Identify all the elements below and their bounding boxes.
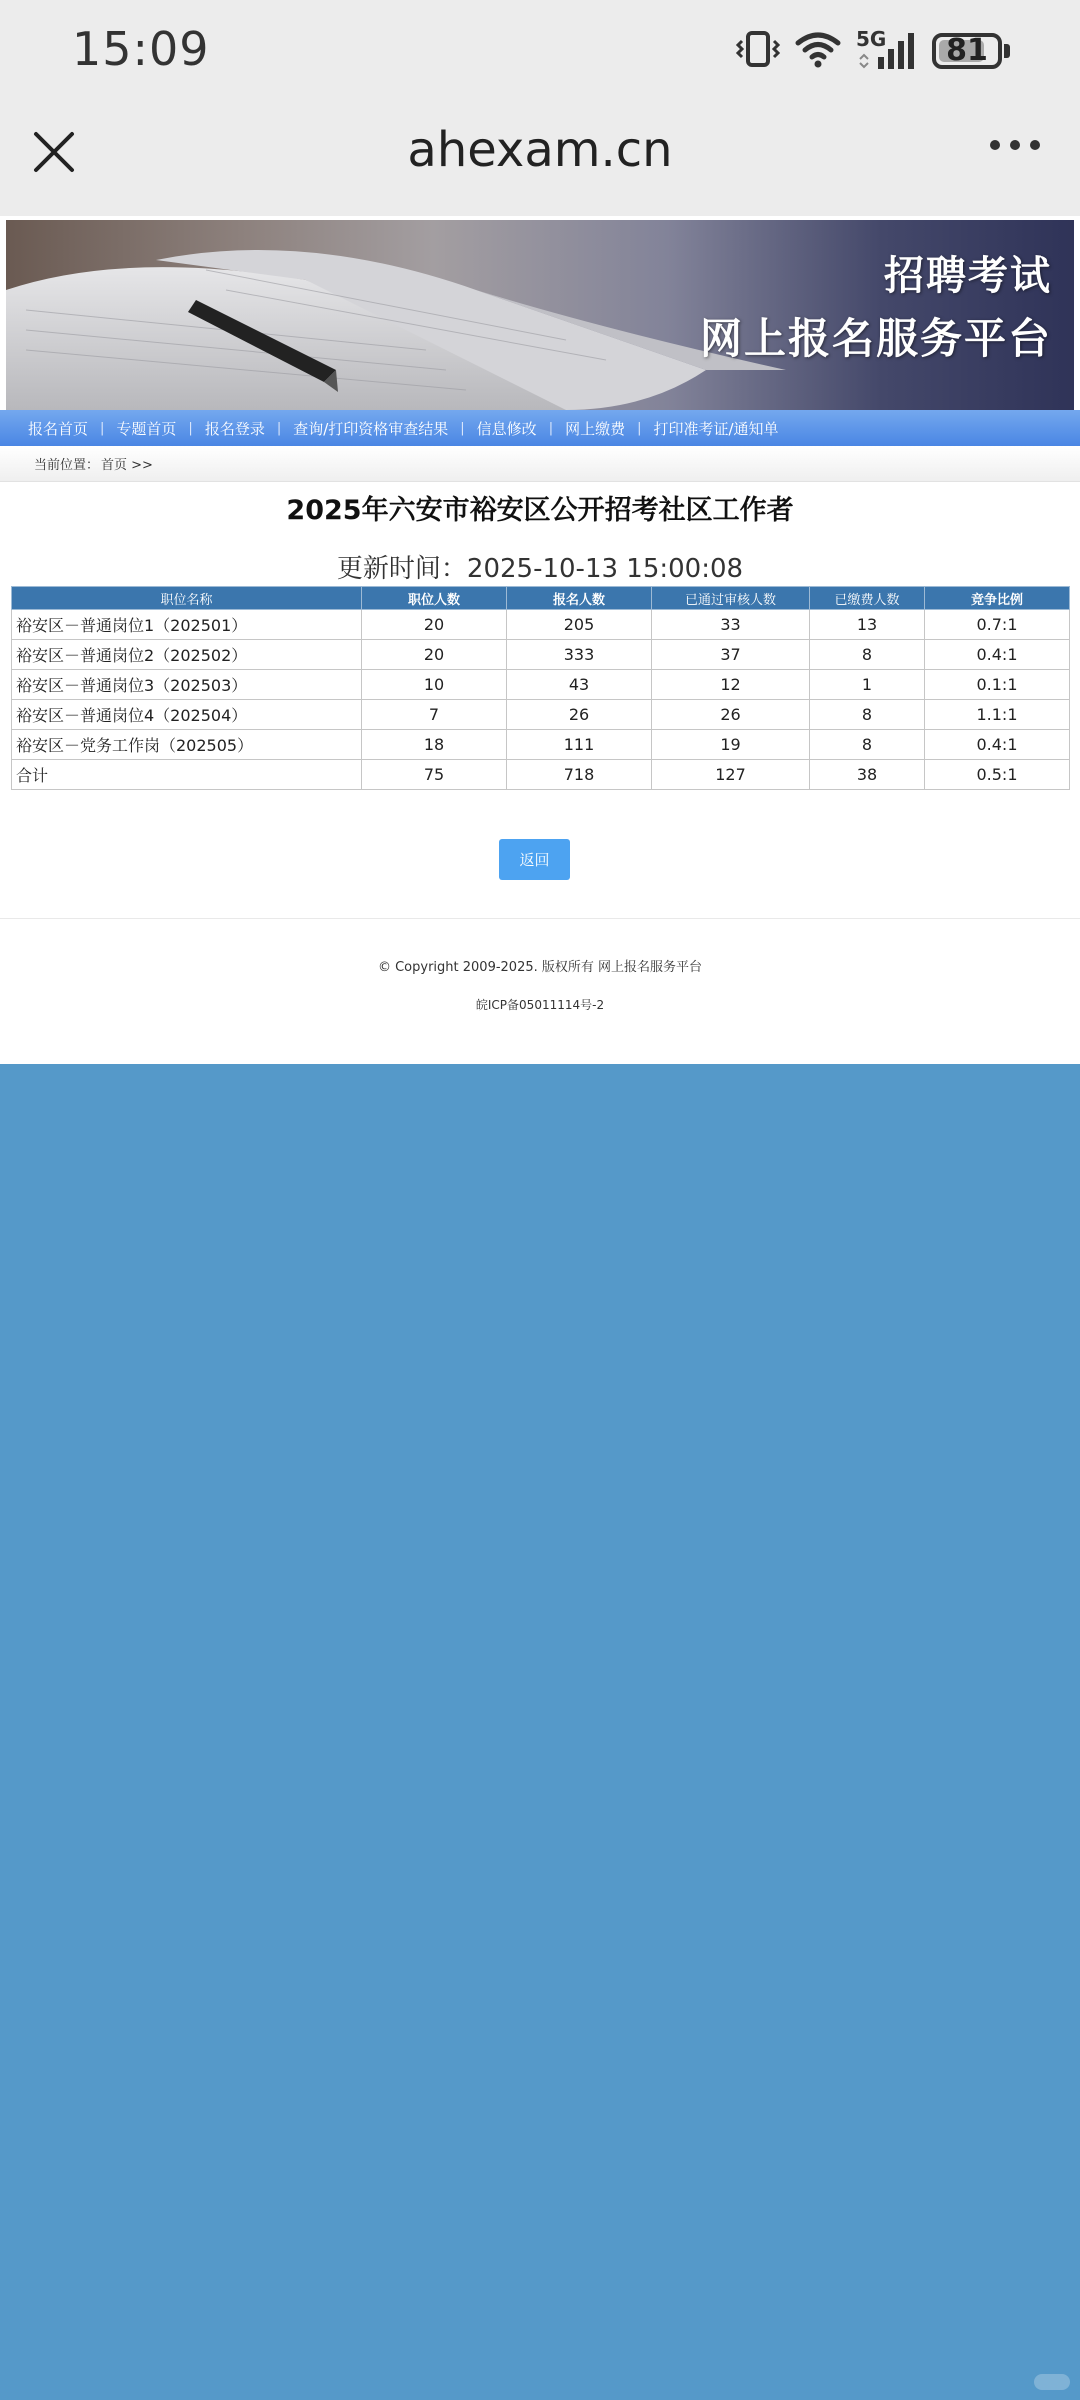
battery-icon <box>932 33 1010 69</box>
cell-applicants: 111 <box>507 730 652 760</box>
cell-approved: 37 <box>652 640 810 670</box>
nav-separator: | <box>548 420 554 436</box>
status-bar <box>0 0 1080 100</box>
url-text[interactable]: ahexam.cn <box>407 122 673 178</box>
cell-applicants: 26 <box>507 700 652 730</box>
nav-item-topic-home[interactable]: 专题首页 <box>116 419 177 438</box>
status-time: 15:09 <box>72 22 210 76</box>
cell-paid: 8 <box>810 640 925 670</box>
nav-separator: | <box>460 420 465 436</box>
banner <box>6 220 1074 410</box>
cell-position-count: 7 <box>362 700 507 730</box>
table-row <box>12 700 1070 730</box>
table-header-row <box>12 587 1070 610</box>
cell-position-name: 裕安区－普通岗位2（202502） <box>12 640 362 670</box>
nav-item-review-results[interactable]: 查询/打印资格审查结果 <box>293 419 449 438</box>
cell-paid: 8 <box>810 730 925 760</box>
back-button[interactable]: 返回 <box>499 839 570 880</box>
nav-item-edit-info[interactable]: 信息修改 <box>476 419 537 438</box>
cell-position-count: 20 <box>362 610 507 640</box>
nav-separator: | <box>100 420 105 436</box>
nav-item-login[interactable]: 报名登录 <box>204 419 265 438</box>
cell-position-count: 18 <box>362 730 507 760</box>
battery <box>932 33 1002 69</box>
copyright-text: © Copyright 2009-2025. 版权所有 网上报名服务平台 <box>377 960 703 975</box>
wifi-icon <box>794 29 842 73</box>
table-row <box>12 730 1070 760</box>
cell-paid: 38 <box>810 760 925 790</box>
cell-ratio: 1.1:1 <box>925 700 1070 730</box>
cell-approved: 26 <box>652 700 810 730</box>
footer-divider <box>0 918 1080 919</box>
cell-applicants: 333 <box>507 640 652 670</box>
table-row <box>12 670 1070 700</box>
more-dot <box>1010 140 1020 150</box>
banner-title-line2: 网上报名服务平台 <box>699 314 1052 363</box>
cell-position-name: 裕安区－普通岗位3（202503） <box>12 670 362 700</box>
header-applicants: 报名人数 <box>507 587 652 610</box>
cell-position-name: 裕安区－普通岗位1（202501） <box>12 610 362 640</box>
cell-paid: 13 <box>810 610 925 640</box>
table-row <box>12 640 1070 670</box>
5g-label: 5G <box>856 27 887 51</box>
battery-level: 81 <box>946 33 988 68</box>
nav-separator: | <box>637 420 642 436</box>
breadcrumb <box>0 446 1080 482</box>
update-time: 更新时间：2025-10-13 15:00:08 <box>336 554 744 584</box>
header-paid: 已缴费人数 <box>810 587 925 610</box>
cell-position-count: 10 <box>362 670 507 700</box>
cell-paid: 1 <box>810 670 925 700</box>
cell-position-name: 裕安区－普通岗位4（202504） <box>12 700 362 730</box>
cell-total-label: 合计 <box>12 760 362 790</box>
more-icon[interactable] <box>990 140 1040 150</box>
cell-approved: 19 <box>652 730 810 760</box>
nav-item-print-ticket[interactable]: 打印准考证/通知单 <box>653 419 779 438</box>
nav-item-payment[interactable]: 网上缴费 <box>565 419 626 438</box>
cell-ratio: 0.4:1 <box>925 640 1070 670</box>
nav-item-register-home[interactable]: 报名首页 <box>28 419 89 438</box>
cell-approved: 12 <box>652 670 810 700</box>
watermark-pill <box>1034 2374 1070 2390</box>
cell-applicants: 43 <box>507 670 652 700</box>
web-page <box>0 216 1080 1064</box>
header-competition-ratio: 竞争比例 <box>925 587 1070 610</box>
nav-bar <box>0 410 1080 446</box>
cell-applicants: 718 <box>507 760 652 790</box>
cell-ratio: 0.1:1 <box>925 670 1070 700</box>
table-row <box>12 610 1070 640</box>
more-dot <box>990 140 1000 150</box>
breadcrumb-label: 当前位置： <box>34 458 100 473</box>
nav-separator: | <box>276 420 282 436</box>
vibrate-icon <box>736 29 780 73</box>
nav-separator: | <box>188 420 193 436</box>
cell-ratio: 0.4:1 <box>925 730 1070 760</box>
cell-position-name: 裕安区－党务工作岗（202505） <box>12 730 362 760</box>
cell-position-count: 75 <box>362 760 507 790</box>
browser-bar <box>0 100 1080 216</box>
cell-paid: 8 <box>810 700 925 730</box>
page-title: 2025年六安市裕安区公开招考社区工作者 <box>286 495 794 526</box>
cell-approved: 33 <box>652 610 810 640</box>
cell-applicants: 205 <box>507 610 652 640</box>
icp-link[interactable]: 皖ICP备05011114号-2 <box>475 998 605 1012</box>
battery-tip <box>1004 44 1010 58</box>
cell-position-count: 20 <box>362 640 507 670</box>
cell-approved: 127 <box>652 760 810 790</box>
header-position-count: 职位人数 <box>362 587 507 610</box>
header-approved: 已通过审核人数 <box>652 587 810 610</box>
cell-ratio: 0.5:1 <box>925 760 1070 790</box>
registration-table <box>11 586 1070 790</box>
header-position-name: 职位名称 <box>12 587 362 610</box>
signal-icon <box>856 27 918 71</box>
table-total-row <box>12 760 1070 790</box>
status-icons <box>736 28 1010 74</box>
breadcrumb-home-link[interactable]: 首页 >> <box>101 458 153 473</box>
more-dot <box>1030 140 1040 150</box>
cell-ratio: 0.7:1 <box>925 610 1070 640</box>
banner-title-line1: 招聘考试 <box>884 253 1052 299</box>
